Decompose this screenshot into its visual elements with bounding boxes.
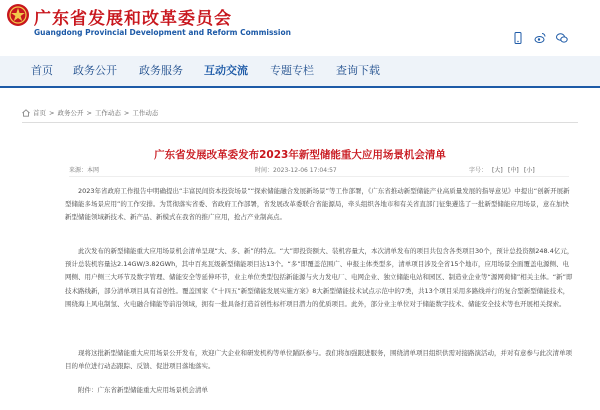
breadcrumb-divider xyxy=(22,122,578,123)
article-source: 来源：本网 xyxy=(69,167,100,174)
breadcrumb-separator: > xyxy=(123,108,130,117)
header-icons xyxy=(512,32,568,44)
nav-item-interaction[interactable]: 互动交流 xyxy=(204,64,248,77)
mobile-icon[interactable] xyxy=(512,32,524,44)
font-size-small[interactable]: [小] xyxy=(524,167,535,174)
site-header xyxy=(0,0,600,56)
breadcrumb xyxy=(22,108,158,117)
article-paragraph: 2023年省政府工作报告中明确提出“丰富民间资本投资场景”“探索储能融合发展新场景”等工作部署，《广东省推动新型储能产业高质量发展的指导意见》中提出“创新开展新型储能多场景应用”的工作安排。为贯彻落实省委、省政府工作部署，省发展改革委联合省能源局，牵头组织各地市和有关省直部门征集遴选了一批新型储能应用场景，意在加快新型储能领域新技术、新产品、新模式在我省的推广应用，抢占产业制高点。 xyxy=(65,187,570,222)
nav-item-gov-affairs[interactable]: 政务公开 xyxy=(73,64,117,77)
nav-item-special-topics[interactable]: 专题专栏 xyxy=(270,64,314,77)
breadcrumb-separator: > xyxy=(49,108,55,117)
site-title[interactable]: 广东省发展和改革委员会 xyxy=(34,9,232,29)
breadcrumb-separator: > xyxy=(86,108,92,117)
breadcrumb-home[interactable]: 首页 xyxy=(33,109,46,117)
main-nav xyxy=(0,56,600,88)
emblem-icon xyxy=(6,3,30,27)
breadcrumb-gov-affairs[interactable]: 政务公开 xyxy=(57,109,84,117)
nav-item-home[interactable]: 首页 xyxy=(31,64,53,77)
article-paragraph: 此次发布的新型储能重大应用场景机会清单呈现“大、多、新”的特点。“大”即投资额大、装机容量大，本次清单发布的项目共包含各类项目30个，预计总投资额248.4亿元，预计总装机容量达2.14GW/3.82GWh，其中百兆瓦级新型储能项目达13个。“多”即覆盖范围广、申报主体类型多，清单项目涉及全省15个地市，应用场景全面覆盖电源侧、电网侧、用户侧三大环节及数字管理、储能安全等延伸环节，业主单位类型包括新能源与火力发电厂、电网企业、独立储能电站和园区、制造业企业等“源网荷储”相关主体。“新”即技术路线新，部分清单项目具有首创性。覆盖国家《“十四五”新型储能发展实施方案》8大新型储能技术试点示范中的7类，共13个项目采用多路线并行的复合型新型储能技术，围绕海上风电制氢、火电融合储能等前沿领域，拥有一批具备打造首创性标杆项目潜力的优质项目。此外，部分业主单位对于储能数字技术、储能安全技术等也开展相关探索。 xyxy=(65,247,574,308)
breadcrumb-work-news[interactable]: 工作动态 xyxy=(94,109,121,117)
home-icon xyxy=(22,109,30,117)
article-time: 时间：2023-12-06 17:04:57 xyxy=(255,167,337,174)
nav-item-downloads[interactable]: 查询下载 xyxy=(336,64,380,77)
attachment-link[interactable]: 附件：广东省新型储能重大应用场景机会清单 xyxy=(78,386,208,394)
breadcrumb-work-news-sub[interactable]: 工作动态 xyxy=(132,109,159,117)
wechat-icon[interactable] xyxy=(556,32,568,44)
font-size-label: 字号： xyxy=(469,167,488,174)
article-title: 广东省发展改革委发布2023年新型储能重大应用场景机会清单 xyxy=(154,149,446,161)
font-size-large[interactable]: [大] xyxy=(492,167,503,174)
weibo-icon[interactable] xyxy=(534,32,546,44)
site-subtitle: Guangdong Provincial Development and Reform Commission xyxy=(34,28,291,37)
article-divider xyxy=(69,176,569,177)
font-size-medium[interactable]: [中] xyxy=(508,167,519,174)
nav-item-gov-services[interactable]: 政务服务 xyxy=(139,64,183,77)
article-paragraph: 现将这批新型储能重大应用场景公开发布，欢迎广大企业和研发机构等单位踊跃参与。我们将加强跟进服务，围绕清单项目组织供需对接路演活动，并对有意参与此次清单项目的单位进行动态跟踪、反馈、促进项目落地落实。 xyxy=(65,349,572,371)
